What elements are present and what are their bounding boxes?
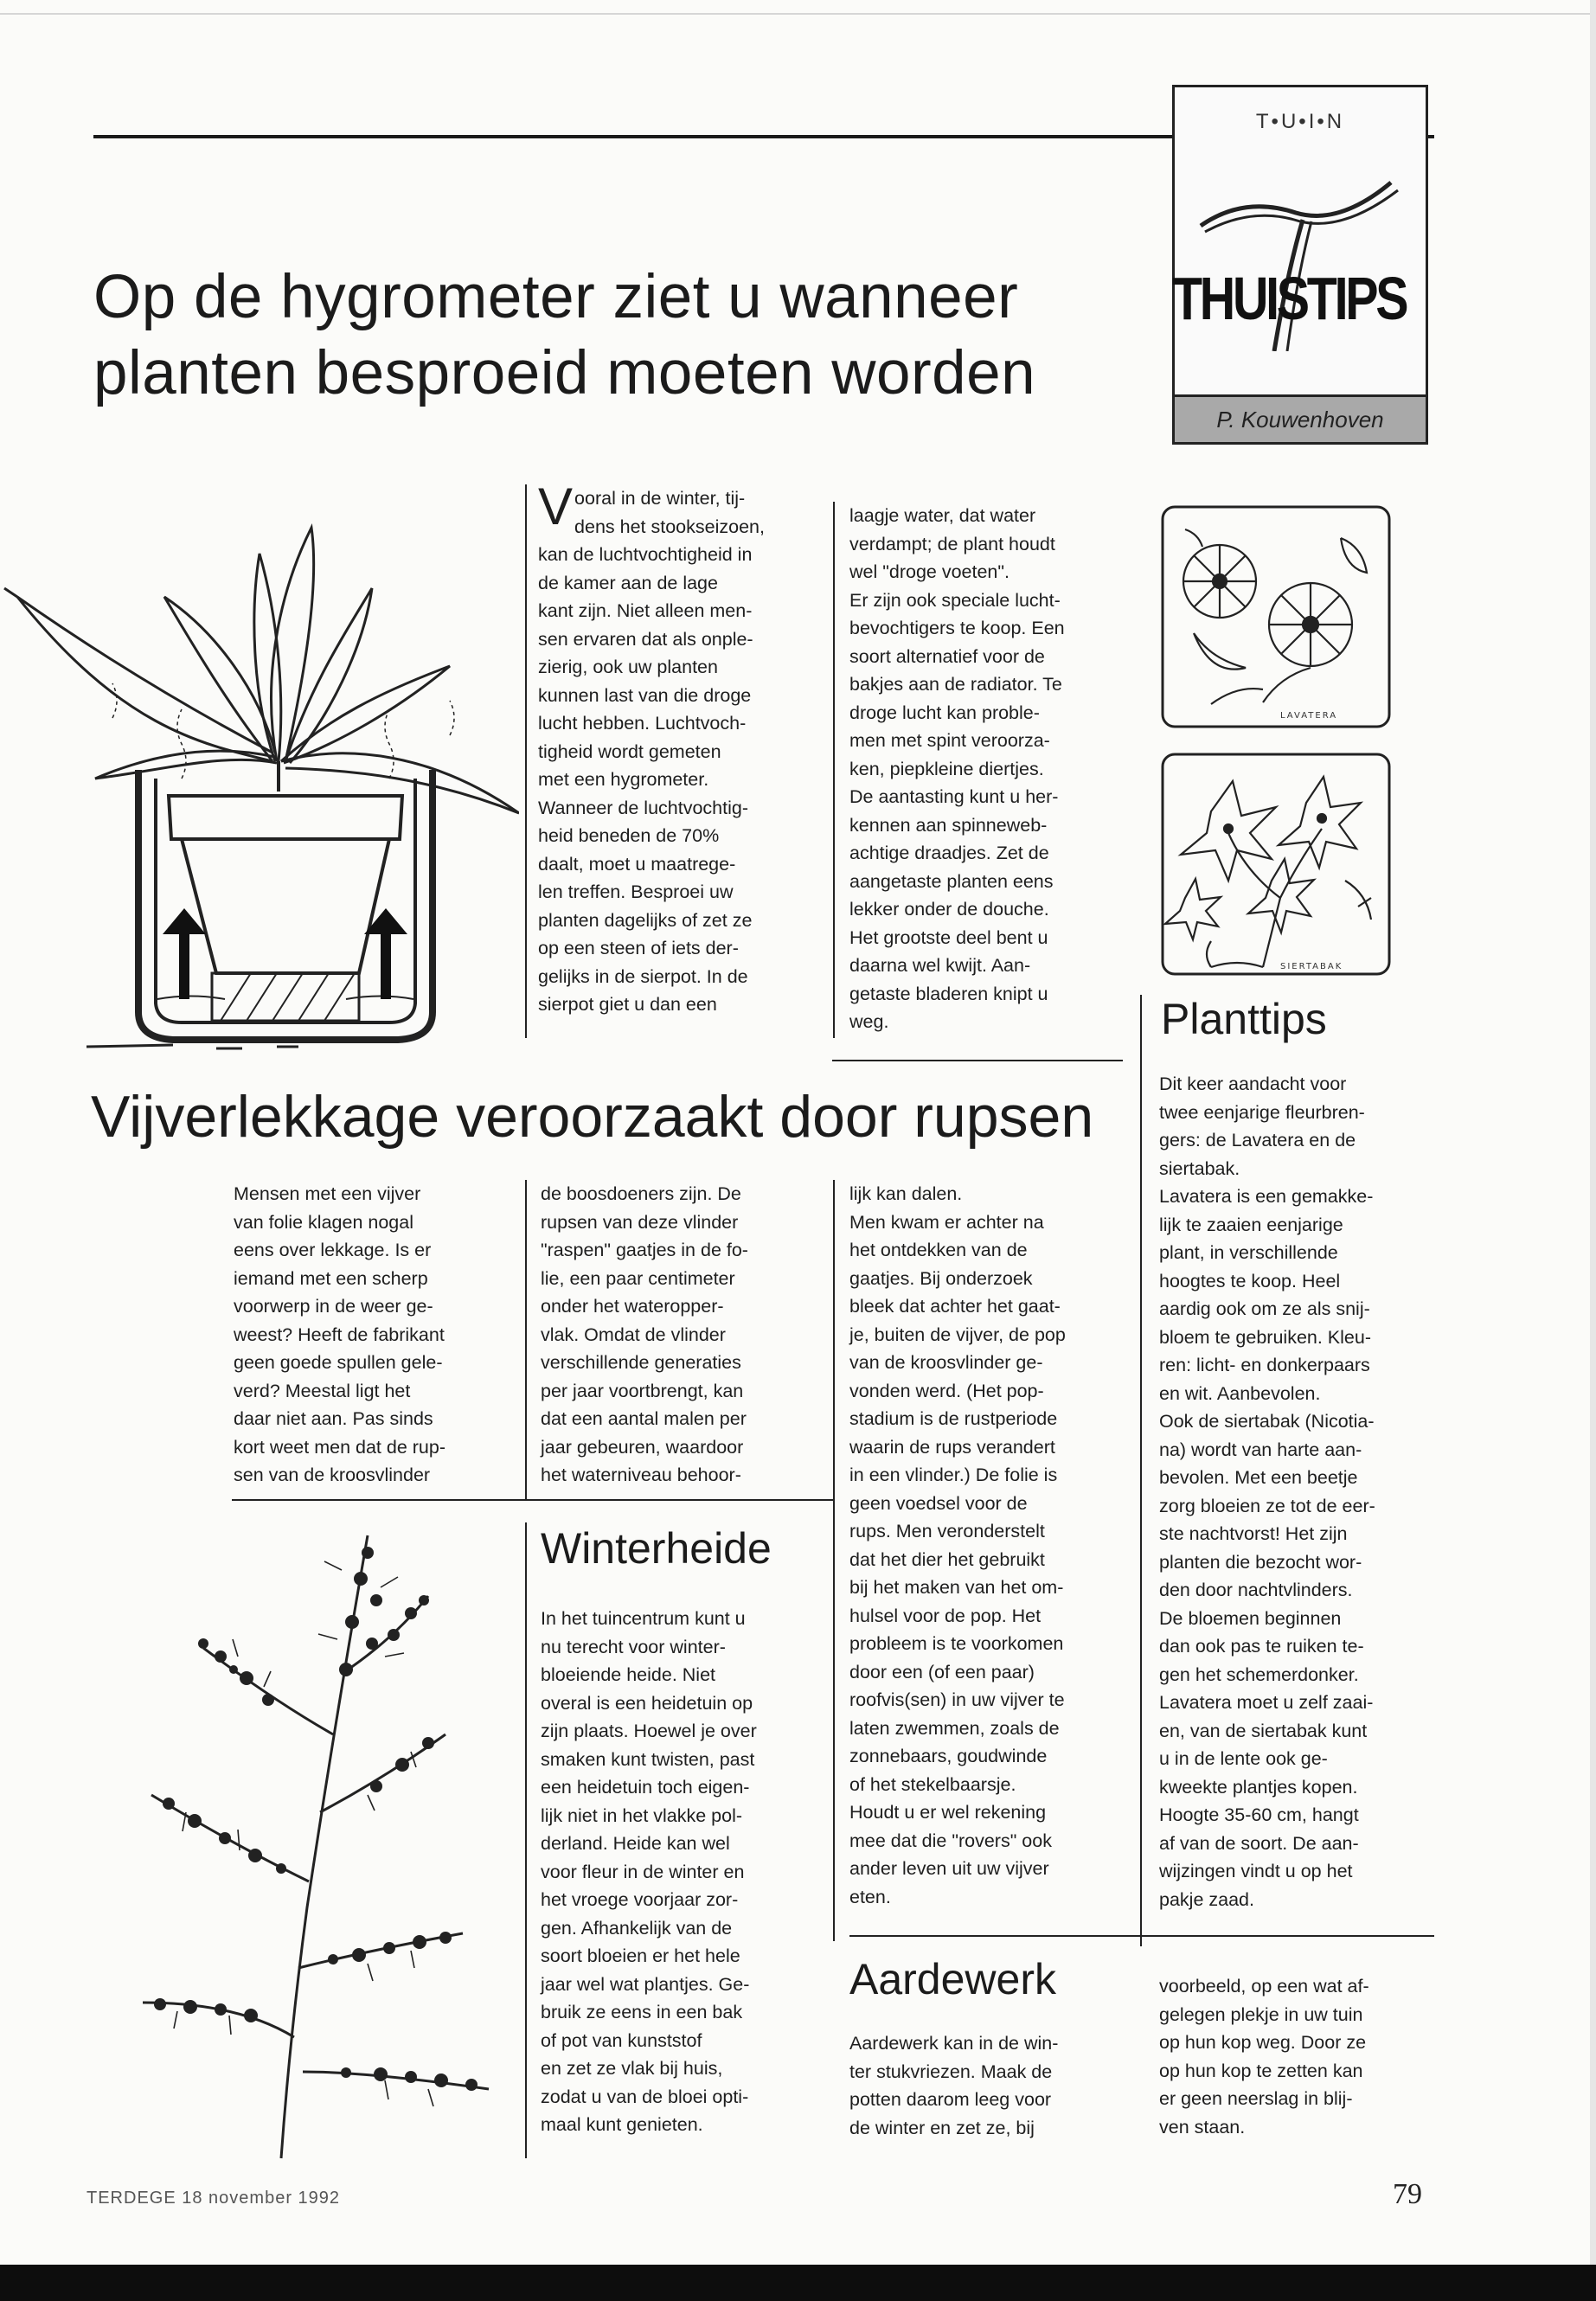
thuistips-logo: THUISTIPS bbox=[1172, 265, 1407, 332]
section-rule bbox=[849, 1935, 1140, 1937]
page-number: 79 bbox=[1393, 2178, 1422, 2210]
vijver-col-2: de boosdoeners zijn. De rupsen van deze vlinder "raspen" gaatjes in de fo- lie, een paar centimeter onder het wateropper- vlak. Omdat de vlinder verschillende generaties per jaar voortbrengt, kan dat een aantal malen per jaar gebeuren, waardoor het waterniveau behoor- bbox=[541, 1183, 748, 1485]
hygrometer-col-1 bbox=[538, 478, 824, 1019]
aardewerk-col-1: Aardewerk kan in de win- ter stukvriezen. Maak de potten daarom leeg voor de winter en zet ze, bij bbox=[849, 2033, 1059, 2138]
winterheide-text: In het tuincentrum kunt u nu terecht voor winter- bloeiende heide. Niet overal is een heidetuin op zijn plaats. Hoewel je over smaken kunt twisten, past een heidetuin toch eigen- lijk niet in het vlakke pol- derland. Heide kan wel voor fleur in de winter en het vroege voorjaar zor- gen. Afhankelijk van de soort bloeien er het hele jaar wel wat plantjes. Ge- bruik ze eens in een bak of pot van kunststof en zet ze vlak bij huis, zodat u van de bloei opti- maal kunt genieten. bbox=[541, 1608, 757, 2135]
column-divider bbox=[1140, 995, 1142, 1946]
section-rule bbox=[232, 1499, 833, 1501]
heather-illustration bbox=[82, 1518, 519, 2163]
main-title-line-1: Op de hygrometer ziet u wanneer bbox=[93, 263, 1019, 331]
column-divider bbox=[525, 1180, 527, 1500]
siertabak-caption: SIERTABAK bbox=[1280, 962, 1343, 971]
main-title-line-2: planten besproeid moeten worden bbox=[93, 339, 1036, 407]
lavatera-caption: LAVATERA bbox=[1280, 711, 1338, 721]
siertabak-illustration bbox=[1159, 751, 1393, 977]
section-rule bbox=[832, 1060, 1123, 1061]
hygrometer-col-2: laagje water, dat water verdampt; de plant houdt wel "droge voeten". Er zijn ook speciale lucht- bevochtigers te koop. Een soort alternatief voor de bakjes aan de radiator. Te droge lucht kan proble- men met spint veroorza- ken, piepkleine diertjes. De aantasting kunt u her- kennen aan spinneweb- achtige draadjes. Zet de aangetaste planten eens lekker onder de douche. Het grootste deel bent u daarna wel kwijt. Aan- getaste bladeren knipt u weg. bbox=[849, 505, 1065, 1032]
main-title bbox=[93, 260, 1157, 412]
author-name: P. Kouwenhoven bbox=[1175, 394, 1426, 442]
plant-pot-illustration bbox=[0, 493, 519, 1055]
column-divider bbox=[525, 484, 527, 1038]
dropcap-letter: V bbox=[538, 478, 574, 535]
series-label: T•U•I•N bbox=[1255, 110, 1345, 133]
column-divider bbox=[525, 1522, 527, 2158]
thuistips-header-box bbox=[1172, 85, 1428, 445]
scan-right-edge bbox=[1590, 0, 1596, 2301]
footer-source: TERDEGE 18 november 1992 bbox=[87, 2189, 341, 2208]
aardewerk-title: Aardewerk bbox=[849, 1955, 1056, 2003]
vijver-col-1: Mensen met een vijver van folie klagen nogal eens over lekkage. Is er iemand met een scherp voorwerp in de weer ge- weest? Heeft de fabrikant geen goede spullen gele- verd? Meestal ligt het daar niet aan. Pas sinds kort weet men dat de rup- sen van de kroosvlinder bbox=[234, 1183, 445, 1485]
planttips-title: Planttips bbox=[1161, 995, 1327, 1043]
column-divider bbox=[833, 502, 835, 1038]
planttips-text: Dit keer aandacht voor twee eenjarige fleurbren- gers: de Lavatera en de siertabak. Lavatera is een gemakke- lijk te zaaien eenjarige plant, in verschillende hoogtes te koop. Heel aardig ook om ze als snij- bloem te gebruiken. Kleu- ren: licht- en donkerpaars en wit. Aanbevolen. Ook de siertabak (Nicotia- na) wordt van harte aan- bevolen. Met een beetje zorg bloeien ze tot de eer- ste nachtvorst! Het zijn planten die bezocht wor- den door nachtvlinders. De bloemen beginnen dan ook pas te ruiken te- gen het schemerdonker. Lavatera moet u zelf zaai- en, van de siertabak kunt u in de lente ook ge- kweekte plantjes kopen. Hoogte 35-60 cm, hangt af van de soort. De aan- wijzingen vindt u op het pakje zaad. bbox=[1159, 1074, 1375, 1910]
vijver-col-3: lijk kan dalen. Men kwam er achter na het ontdekken van de gaatjes. Bij onderzoek bleek dat achter het gaat- je, buiten de vijver, de pop van de kroosvlinder ge- vonden werd. (Het pop- stadium is de rustperiode waarin de rups verandert in een vlinder.) De folie is geen voedsel voor de rups. Men veronderstelt dat het dier het gebruikt bij het maken van het om- hulsel voor de pop. Het probleem is te voorkomen door een (of een paar) roofvis(sen) in uw vijver te laten zwemmen, zoals de zonnebaars, goudwinde of het stekelbaarsje. Houdt u er wel rekening mee dat die "rovers" ook ander leven uit uw vijver eten. bbox=[849, 1183, 1066, 1907]
aardewerk-col-2: voorbeeld, op een wat af- gelegen plekje in uw tuin op hun kop weg. Door ze op hun kop te zetten kan er geen neerslag in blij- ven staan. bbox=[1159, 1976, 1369, 2138]
scan-bottom-edge bbox=[0, 2265, 1596, 2301]
vijver-title: Vijverlekkage veroorzaakt door rupsen bbox=[91, 1084, 1094, 1150]
scan-top-edge bbox=[0, 13, 1596, 15]
winterheide-title: Winterheide bbox=[541, 1524, 772, 1573]
section-rule bbox=[1140, 1935, 1434, 1937]
column-divider bbox=[833, 1180, 835, 1941]
hygrometer-col-1-text: ooral in de winter, tij- dens het stookseizoen, kan de luchtvochtigheid in de kamer aan de lage kant zijn. Niet alleen men- sen ervaren dat als onple- zierig, ook uw planten kunnen last van die droge lucht hebben. Luchtvoch- tigheid wordt gemeten met een hygrometer. Wanneer de luchtvochtig- heid beneden de 70% daalt, moet u maatrege- len treffen. Besproei uw planten dagelijks of zet ze op een steen of iets der- gelijks in de sierpot. In de sierpot giet u dan een bbox=[538, 488, 765, 1015]
lavatera-illustration bbox=[1159, 503, 1393, 730]
